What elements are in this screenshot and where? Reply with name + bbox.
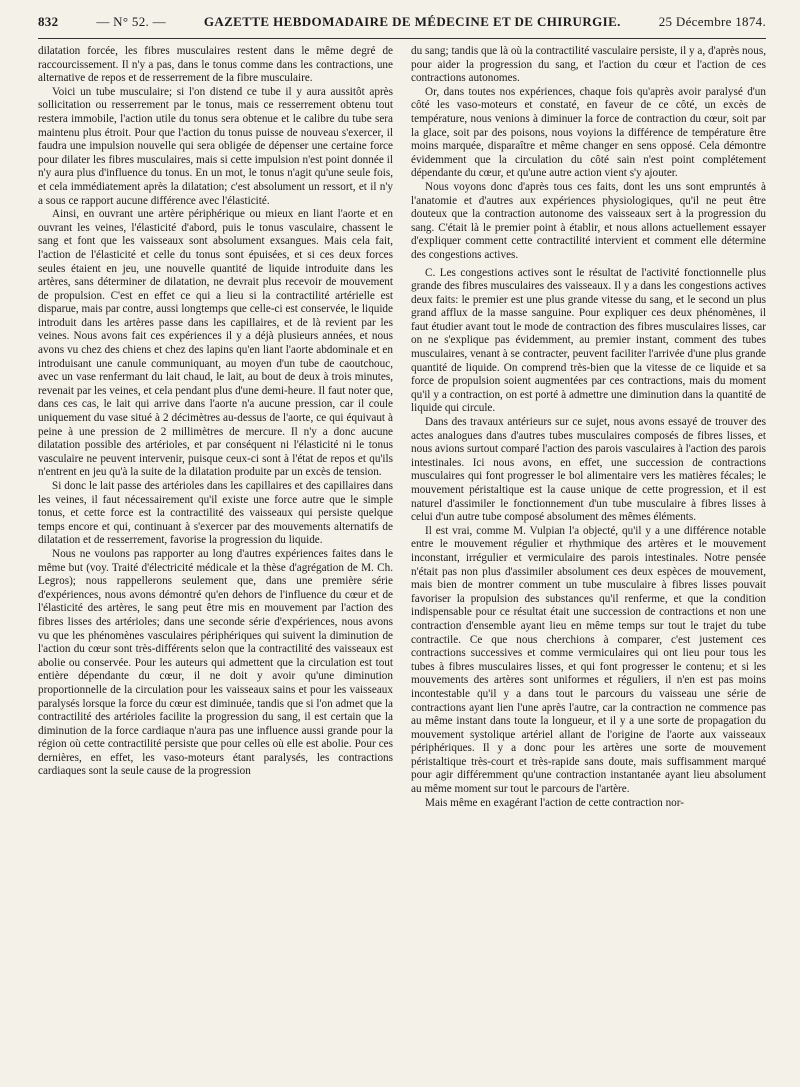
paragraph: Nous ne voulons pas rapporter au long d'autres expériences faites dans le même but (voy. Traité d'électricité médicale et la thèse d'agrégation de M. Ch. Legros); nous rappellerons seulement que, dans une première série d'expériences, nous avons démontré qu'en dehors de l'influence du cœur et de l'élasticité des artères, le sang peut être mis en mouvement par l'action des fibres lisses des artérioles; dans une seconde série d'expériences, nous avons vu que les phénomènes vasculaires périphériques qui suivent la diminution de l'action du cœur sont très-différents selon que la contractilité des vaisseaux est abolie ou conservée. Pour les auteurs qui admettent que la circulation est tout entière dépendante du cœur, il ne doit y avoir qu'une diminution proportionnelle de la circulation pour les vaisseaux sains et pour les vaisseaux paralysés lorsque la force du cœur est diminuée, tandis que si l'on admet que la contractilité des artérioles facilite la progression du sang, il est certain que la diminution de la force cardiaque n'aura pas une influence aussi grande pour la région où cette contractilité persiste que pour celles où elle est abolie. Pour ces dernières, en effet, les vaso-moteurs étant paralysés, les contractions cardiaques sont la seule cause de la progression [38, 547, 393, 778]
journal-title: GAZETTE HEBDOMADAIRE DE MÉDECINE ET DE CHIRURGIE. [203, 14, 621, 29]
paragraph: Il est vrai, comme M. Vulpian l'a objecté, qu'il y a une différence notable entre le mouvement régulier et rhythmique des artères et le mouvement inconstant, irrégulier et vermiculaire des parois intestinales. Notre pensée n'était pas non plus d'assimiler absolument ces deux espèces de mouvement, mais bien de montrer comment un tube musculaire à fibres lisses pouvait favoriser la propulsion des substances qu'il renferme, et que la condition indispensable pour ce résultat était une succession de contractions et non une contraction d'ensemble ayant lieu en même temps sur tout le trajet du tube contractile. Ce que nous cherchions à comparer, c'est justement ces contractions successives et comme vermiculaires qui ont lieu pour tous les tubes à fibres musculaires lisses, et qui font progresser le contenu; et si les mouvements des artères sont uniformes et réguliers, il n'en est pas moins incontestable qu'il y a dans tout le parcours du vaisseau une série de contractions ayant lien l'une après l'autre, car la contraction ne commence pas au même instant dans toute la longueur, et il y a une sorte de propagation du mouvement systolique artériel allant de l'origine de l'aorte aux vaisseaux périphériques. Il y a donc pour les artères une sorte de mouvement péristaltique très-court et très-rapide sans doute, mais suffisamment marqué pour agir différemment qu'une contraction instantanée ayant lieu absolument au même moment sur tout le parcours de l'artère. [411, 524, 766, 796]
left-column [38, 45, 393, 810]
paragraph: dilatation forcée, les fibres musculaires restent dans le même degré de raccourcissement. Il n'y a pas, dans le tonus comme dans les contractions, une alternative de repos et de resserrement de la fibre musculaire. [38, 45, 393, 85]
paragraph: Nous voyons donc d'après tous ces faits, dont les uns sont empruntés à l'anatomie et d'autres aux expériences physiologiques, qu'il ne peut être douteux que la contraction autonome des vaisseaux sert à la progression du sang. C'était là le premier point à établir, et nous allons actuellement essayer d'expliquer comment cette contractilité intervient et comment elle détermine des congestions actives. [411, 180, 766, 261]
right-column [411, 45, 766, 810]
paragraph: du sang; tandis que là où la contractilité vasculaire persiste, il y a, d'après nous, pour aider la progression du sang, et l'action du cœur et l'action de ces contractions autonomes. [411, 45, 766, 85]
paragraph: Voici un tube musculaire; si l'on distend ce tube il y aura aussitôt après sollicitation ou resserrement par le tonus, mais ce resserrement obtenu tout restera immobile, l'action utile du tonus sera obtenue et le calibre du tube sera maintenu plus étroit. Pour que l'action du tonus puisse de nouveau s'exercer, il faudra une impulsion nouvelle qui sera obligée de dépenser une certaine force pour dilater les fibres musculaires, mais si cette impulsion n'est point donnée il n'y aura plus d'influence du tonus. En un mot, le tonus n'agit qu'une seule fois, et cela immédiatement après la dilatation; c'est absolument un ressort, et il n'y a sous ce rapport aucune différence avec l'élasticité. [38, 85, 393, 207]
paragraph: Si donc le lait passe des artérioles dans les capillaires et des capillaires dans les veines, il faut nécessairement qu'il existe une force autre que le simple tonus, et cette force est la contractilité des vaisseaux qui persiste quelque temps encore et qui, continuant à s'exercer par des mouvements alternatifs de dilatation et de resserrement, favorise la progression du liquide. [38, 480, 393, 547]
paragraph: Dans des travaux antérieurs sur ce sujet, nous avons essayé de trouver des actes analogues dans d'autres tubes musculaires composés de fibres lisses, et nous avions surtout comparé l'action des parois vasculaires à l'action des parois intestinales. Ici nous avons, en effet, une succession de contractions musculaires qui font progresser le bol alimentaire vers les matières fécales; le mouvement péristaltique est la cause unique de cette progression, et il est naturel d'assimiler le fonctionnement d'un tube musculaire à fibres lisses à celui d'un autre tube composé absolument des mêmes éléments. [411, 416, 766, 524]
paragraph: Ainsi, en ouvrant une artère périphérique ou mieux en liant l'aorte et en ouvrant les veines, l'élasticité d'abord, puis le tonus vasculaire, chassent le sang et font que les vaisseaux sont absolument exsangues. Mais cela fait, l'action de l'élasticité et celle du tonus sont épuisées, et si ces deux forces seules étaient en jeu, une nouvelle quantité de liquide introduite dans les artères, sans déterminer de dilatation, ne devrait plus recevoir de mouvement de propulsion. C'est en effet ce qui a lieu si la contractilité artérielle est disparue, mais par contre, aussi longtemps que celle-ci est conservée, le liquide introduit dans les artères passe dans les capillaires, et de là revient par les veines. Nous avons fait ces expériences il y a déjà plusieurs années, et nous avons vu chez des chiens et chez des lapins qu'en liant l'aorte abdominale et en introduisant une canule communiquant, au moyen d'un tube de caoutchouc, avec un vase renfermant du lait chaud, le lait, au bout de deux à trois minutes, revenait par les veines, et cela pendant plus d'une demi-heure. Il faut noter que, dans ces cas, le lait qui arrive dans l'aorte n'a aucune pression, car il coule uniquement du vase situé à 2 décimètres au-dessus de l'aorte, ce qui équivaut à peine à une pression de 2 millimètres de mercure. Il n'y a donc aucune dilatation possible des artérioles, et par conséquent ni l'élasticité ni le tonus vasculaire ne peuvent intervenir, puisque ceux-ci sont à l'état de repos et qu'ils n'entrent en jeu qu'à la suite de la dilatation produite par un excès de tension. [38, 208, 393, 479]
page-number: 832 [38, 14, 59, 29]
issue-number: — N° 52. — [96, 14, 166, 29]
paragraph: Or, dans toutes nos expériences, chaque fois qu'après avoir paralysé d'un côté les vaso-moteurs et constaté, en faveur de ce côté, un excès de température, nous venions à diminuer la force de contraction du cœur, soit par la glace, soit par des poisons, nous voyions la différence de température être moins marquée, disparaître et même changer en sens opposé. Cela démontre évidemment que la circulation du côté sain n'est point complétement dépendante du cœur, et qu'une autre action vient s'y ajouter. [411, 85, 766, 180]
section-paragraph: C. Les congestions actives sont le résultat de l'activité fonctionnelle plus grande des fibres musculaires des vaisseaux. Il y a dans les congestions actives deux faits: le premier est une plus grande vitesse du sang, et le second un plus grand afflux de la masse sanguine. Pour expliquer ces deux phénomènes, il faut étudier avant tout le mode de contraction des fibres musculaires lisses, car on ne s'explique pas évidemment, au premier instant, comment des tubes musculaires, venant à se contracter, peuvent faciliter l'arrivée d'une plus grande quantité de liquide. On comprend très-bien que la vitesse de ce liquide et sa force de propulsion soient augmentées par ces contractions, mais du moment qu'il y a contraction, on est porté à admettre une diminution dans la quantité de liquide qui circule. [411, 266, 766, 415]
issue-date: 25 Décembre 1874. [658, 14, 766, 29]
paragraph: Mais même en exagérant l'action de cette contraction nor- [425, 796, 684, 809]
running-header [38, 0, 766, 39]
text-columns [38, 45, 766, 810]
